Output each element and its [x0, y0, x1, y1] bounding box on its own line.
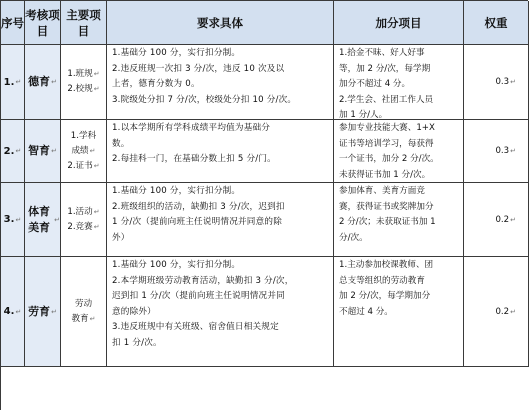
row-main-items [61, 120, 107, 183]
main-item: 2.竞赛↵ [67, 221, 100, 232]
header-bonus-label: 加分项目 [375, 15, 422, 30]
bonus-line: 2 分/次；未获取证书加 1 [339, 217, 436, 228]
bonus-line: 加 1 分/人。 [339, 110, 388, 120]
req-line: 1.基础分 100 分，实行扣分制。 [112, 48, 241, 58]
main-item: 1.活动↵ [67, 206, 100, 217]
req-line: 数。 [112, 138, 130, 149]
req-line: 迟到扣 1 分/次（提前向班主任说明情况并同 [112, 291, 285, 302]
header-req [107, 1, 334, 45]
header-seq-label: 序号 [1, 15, 24, 30]
req-line: 3.违反班规中有关班级、宿舍值日相关规定 [112, 322, 279, 333]
req-line: 1 分/次（提前向班主任说明情况并同意的除 [112, 217, 282, 228]
req-line: 2.本学期班级劳动教育活动，缺勤扣 3 分/次， [112, 275, 294, 286]
header-bonus [334, 1, 464, 45]
row-project: 体育美育 ↵ [25, 183, 61, 257]
row-bonus [334, 45, 464, 120]
row-bonus [334, 257, 464, 367]
bonus-line: 赛，获得证书或奖牌加分 [339, 201, 434, 212]
bonus-line: 参加专业技能大赛、1+X [339, 123, 435, 133]
row-weight: 0.3 ↵ [464, 120, 529, 183]
req-line: 1.基础分 100 分，实行扣分制。 [112, 260, 241, 270]
row-main-items [61, 45, 107, 120]
header-item [25, 1, 61, 45]
bonus-line: 一个证书，加分 2 分/次。 [339, 154, 439, 165]
header-main-label: 主要项目 [66, 7, 101, 38]
row-requirements [107, 45, 334, 120]
req-line: 上者，德育分数为 0。 [112, 79, 200, 90]
bonus-line: 1.主动参加校课教师、团 [339, 260, 434, 270]
main-item: 教育↵ [71, 313, 96, 324]
main-item: 1.班规↵ [67, 69, 100, 79]
row-bonus [334, 120, 464, 183]
bonus-line: 1.拾金不昧、好人好事 [339, 48, 425, 58]
row-number: 4. ↵ [1, 257, 25, 367]
header-req-label: 要求具体 [197, 15, 243, 30]
header-weight-label: 权重 [484, 15, 508, 30]
row-weight: 0.3 ↵ [464, 45, 529, 120]
row-project: 劳育 ↵ [25, 257, 61, 367]
header-weight [464, 1, 529, 45]
header-item-label: 考核项目 [25, 7, 60, 38]
main-item: 2.证书↵ [67, 160, 100, 171]
row-requirements [107, 257, 334, 367]
row-project: 德育 ↵ [25, 45, 61, 120]
row-number: 1. ↵ [1, 45, 25, 120]
row-weight: 0.2 ↵ [464, 183, 529, 257]
main-item: 2.校规↵ [67, 84, 100, 94]
req-line: 2.每挂科一门，在基础分数上扣 5 分/门。 [112, 154, 276, 165]
bonus-line: 总支等组织的劳动教育 [339, 275, 425, 286]
bonus-line: 2.学生会、社团工作人员 [339, 94, 434, 105]
bonus-line: 加分不超过 4 分。 [339, 79, 411, 90]
row-main-items [61, 257, 107, 367]
req-line: 扣 1 分/次。 [112, 337, 162, 348]
row-main-items [61, 183, 107, 257]
req-line: 2.班级组织的活动，缺勤扣 3 分/次，迟到扣 [112, 201, 285, 212]
bonus-line: 加 2 分/次，每学期加分 [339, 291, 431, 302]
row-number: 2. ↵ [1, 120, 25, 183]
req-line: 意的除外） [112, 306, 156, 317]
row-project: 智育 ↵ [25, 120, 61, 183]
header-main [61, 1, 107, 45]
bonus-line: 等，加 2 分/次，每学期 [339, 63, 431, 74]
main-item: 成绩↵ [71, 145, 96, 156]
main-item: 1.学科 [70, 130, 97, 141]
req-line: 3.院级处分扣 7 分/次，校级处分扣 10 分/次。 [112, 94, 297, 105]
bonus-line: 证书等培训学习，每获得 [339, 138, 434, 149]
row-requirements [107, 183, 334, 257]
req-line: 2.违反班规一次扣 3 分/次，违反 10 次及以 [112, 63, 285, 74]
req-line: 1.基础分 100 分，实行扣分制。 [112, 186, 241, 196]
header-seq [1, 1, 25, 45]
row-bonus [334, 183, 464, 257]
bonus-line: 未获得证书加 1 分/次。 [339, 169, 431, 180]
bonus-line: 分/次。 [339, 232, 368, 243]
req-line: 外） [112, 232, 130, 243]
row-number: 3. ↵ [1, 183, 25, 257]
row-requirements [107, 120, 334, 183]
row-weight: 0.2 ↵ [464, 257, 529, 367]
bonus-line: 不超过 4 分。 [339, 306, 393, 317]
bonus-line: 参加体育、美育方面竞 [339, 186, 425, 196]
req-line: 1.以本学期所有学科成绩平均值为基础分 [112, 123, 271, 133]
main-item: 劳动 [74, 298, 93, 309]
